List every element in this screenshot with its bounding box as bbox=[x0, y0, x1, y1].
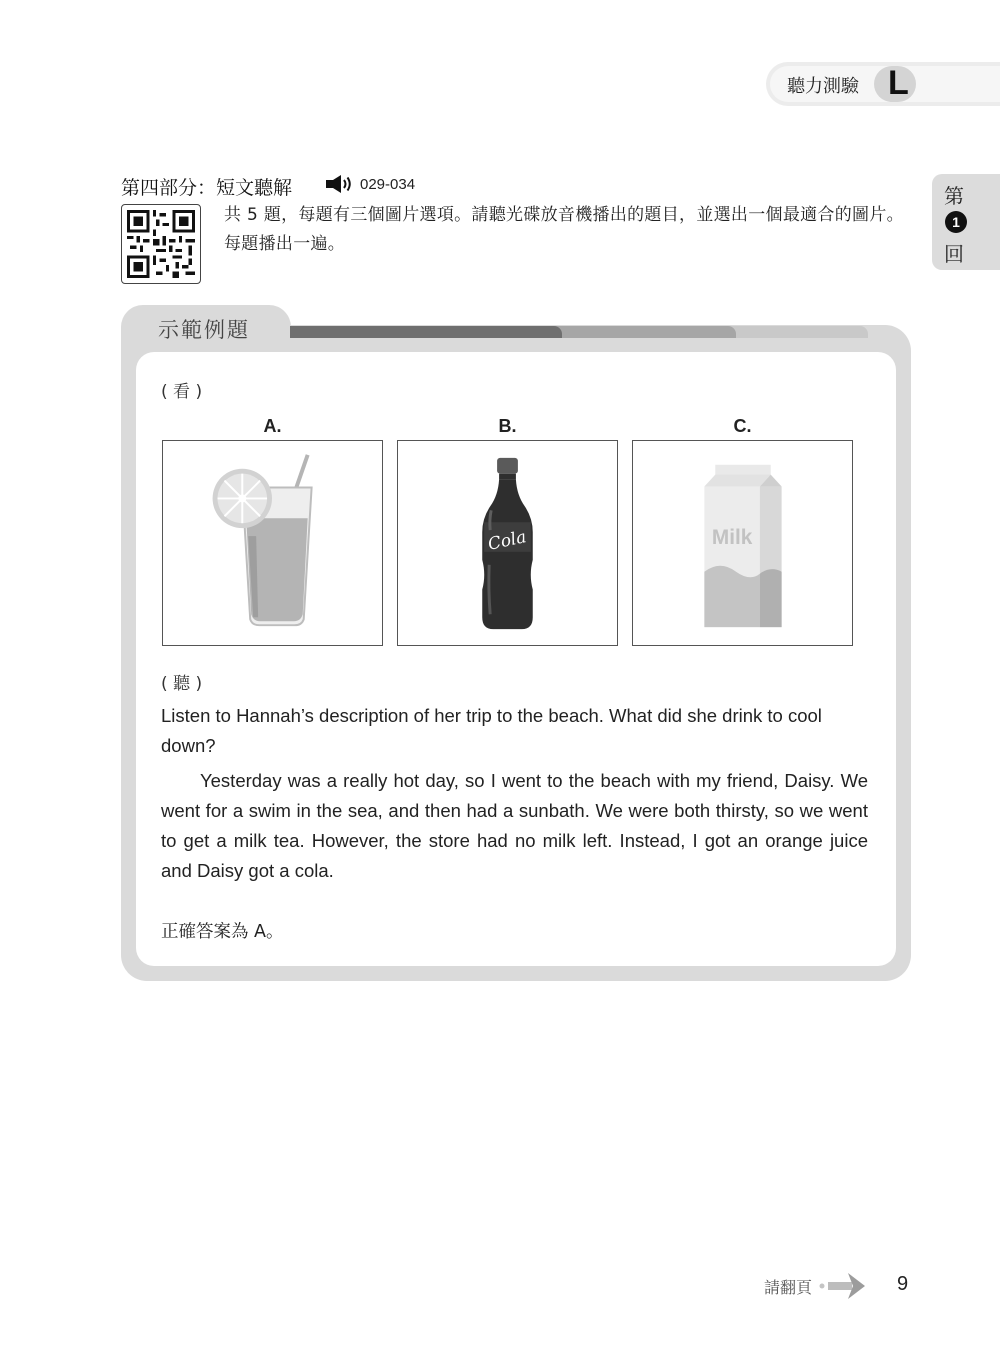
option-b-letter: B. bbox=[498, 416, 517, 436]
instructions: 共 5 題，每題有三個圖片選項。請聽光碟放音機播出的題目，並選出一個最適合的圖片。每題播出一遍。 bbox=[224, 205, 904, 254]
answer-text: 正確答案為 A。 bbox=[161, 922, 284, 942]
part-title: 第四部分：短文聽解 bbox=[121, 177, 293, 199]
orange-juice-glass-illustration bbox=[163, 441, 382, 645]
next-page-label: 請翻頁 bbox=[764, 1278, 813, 1297]
option-c-image bbox=[632, 440, 853, 646]
speaker-icon bbox=[325, 174, 355, 194]
milk-carton-illustration bbox=[633, 441, 852, 645]
question-text: Listen to Hannah’s description of her trip to the beach. What did she drink to cool down? bbox=[161, 705, 822, 756]
page-number: 9 bbox=[897, 1273, 909, 1295]
cola-bottle-illustration bbox=[398, 441, 617, 645]
milk-label: Milk bbox=[711, 525, 753, 549]
option-b-image bbox=[397, 440, 618, 646]
track-number: 029-034 bbox=[360, 176, 416, 193]
look-label: ( 看 ) bbox=[161, 382, 203, 402]
section-letter: L bbox=[888, 64, 909, 102]
decorative-bar bbox=[290, 326, 562, 338]
round-tab-number: 1 bbox=[945, 211, 967, 233]
option-c-letter: C. bbox=[733, 416, 752, 436]
round-tab-top: 第 bbox=[944, 184, 964, 208]
example-title: 示範例題 bbox=[158, 318, 250, 342]
qr-code-icon bbox=[121, 204, 201, 284]
listen-label: ( 聽 ) bbox=[161, 674, 203, 694]
arrow-right-icon bbox=[818, 1271, 870, 1301]
option-a-letter: A. bbox=[263, 416, 282, 436]
section-label: 聽力測驗 bbox=[787, 76, 859, 97]
cola-label: Cola bbox=[486, 526, 528, 554]
option-a-image bbox=[162, 440, 383, 646]
round-tab-bottom: 回 bbox=[944, 242, 964, 266]
passage-text: Yesterday was a really hot day, so I went to the beach with my friend, Daisy. We went for a swim in the sea, and then had a sunbath. We were both thirsty, so we went to get a milk tea. However, the store had no milk left. Instead, I got an orange juice and Daisy got a cola. bbox=[161, 770, 868, 881]
